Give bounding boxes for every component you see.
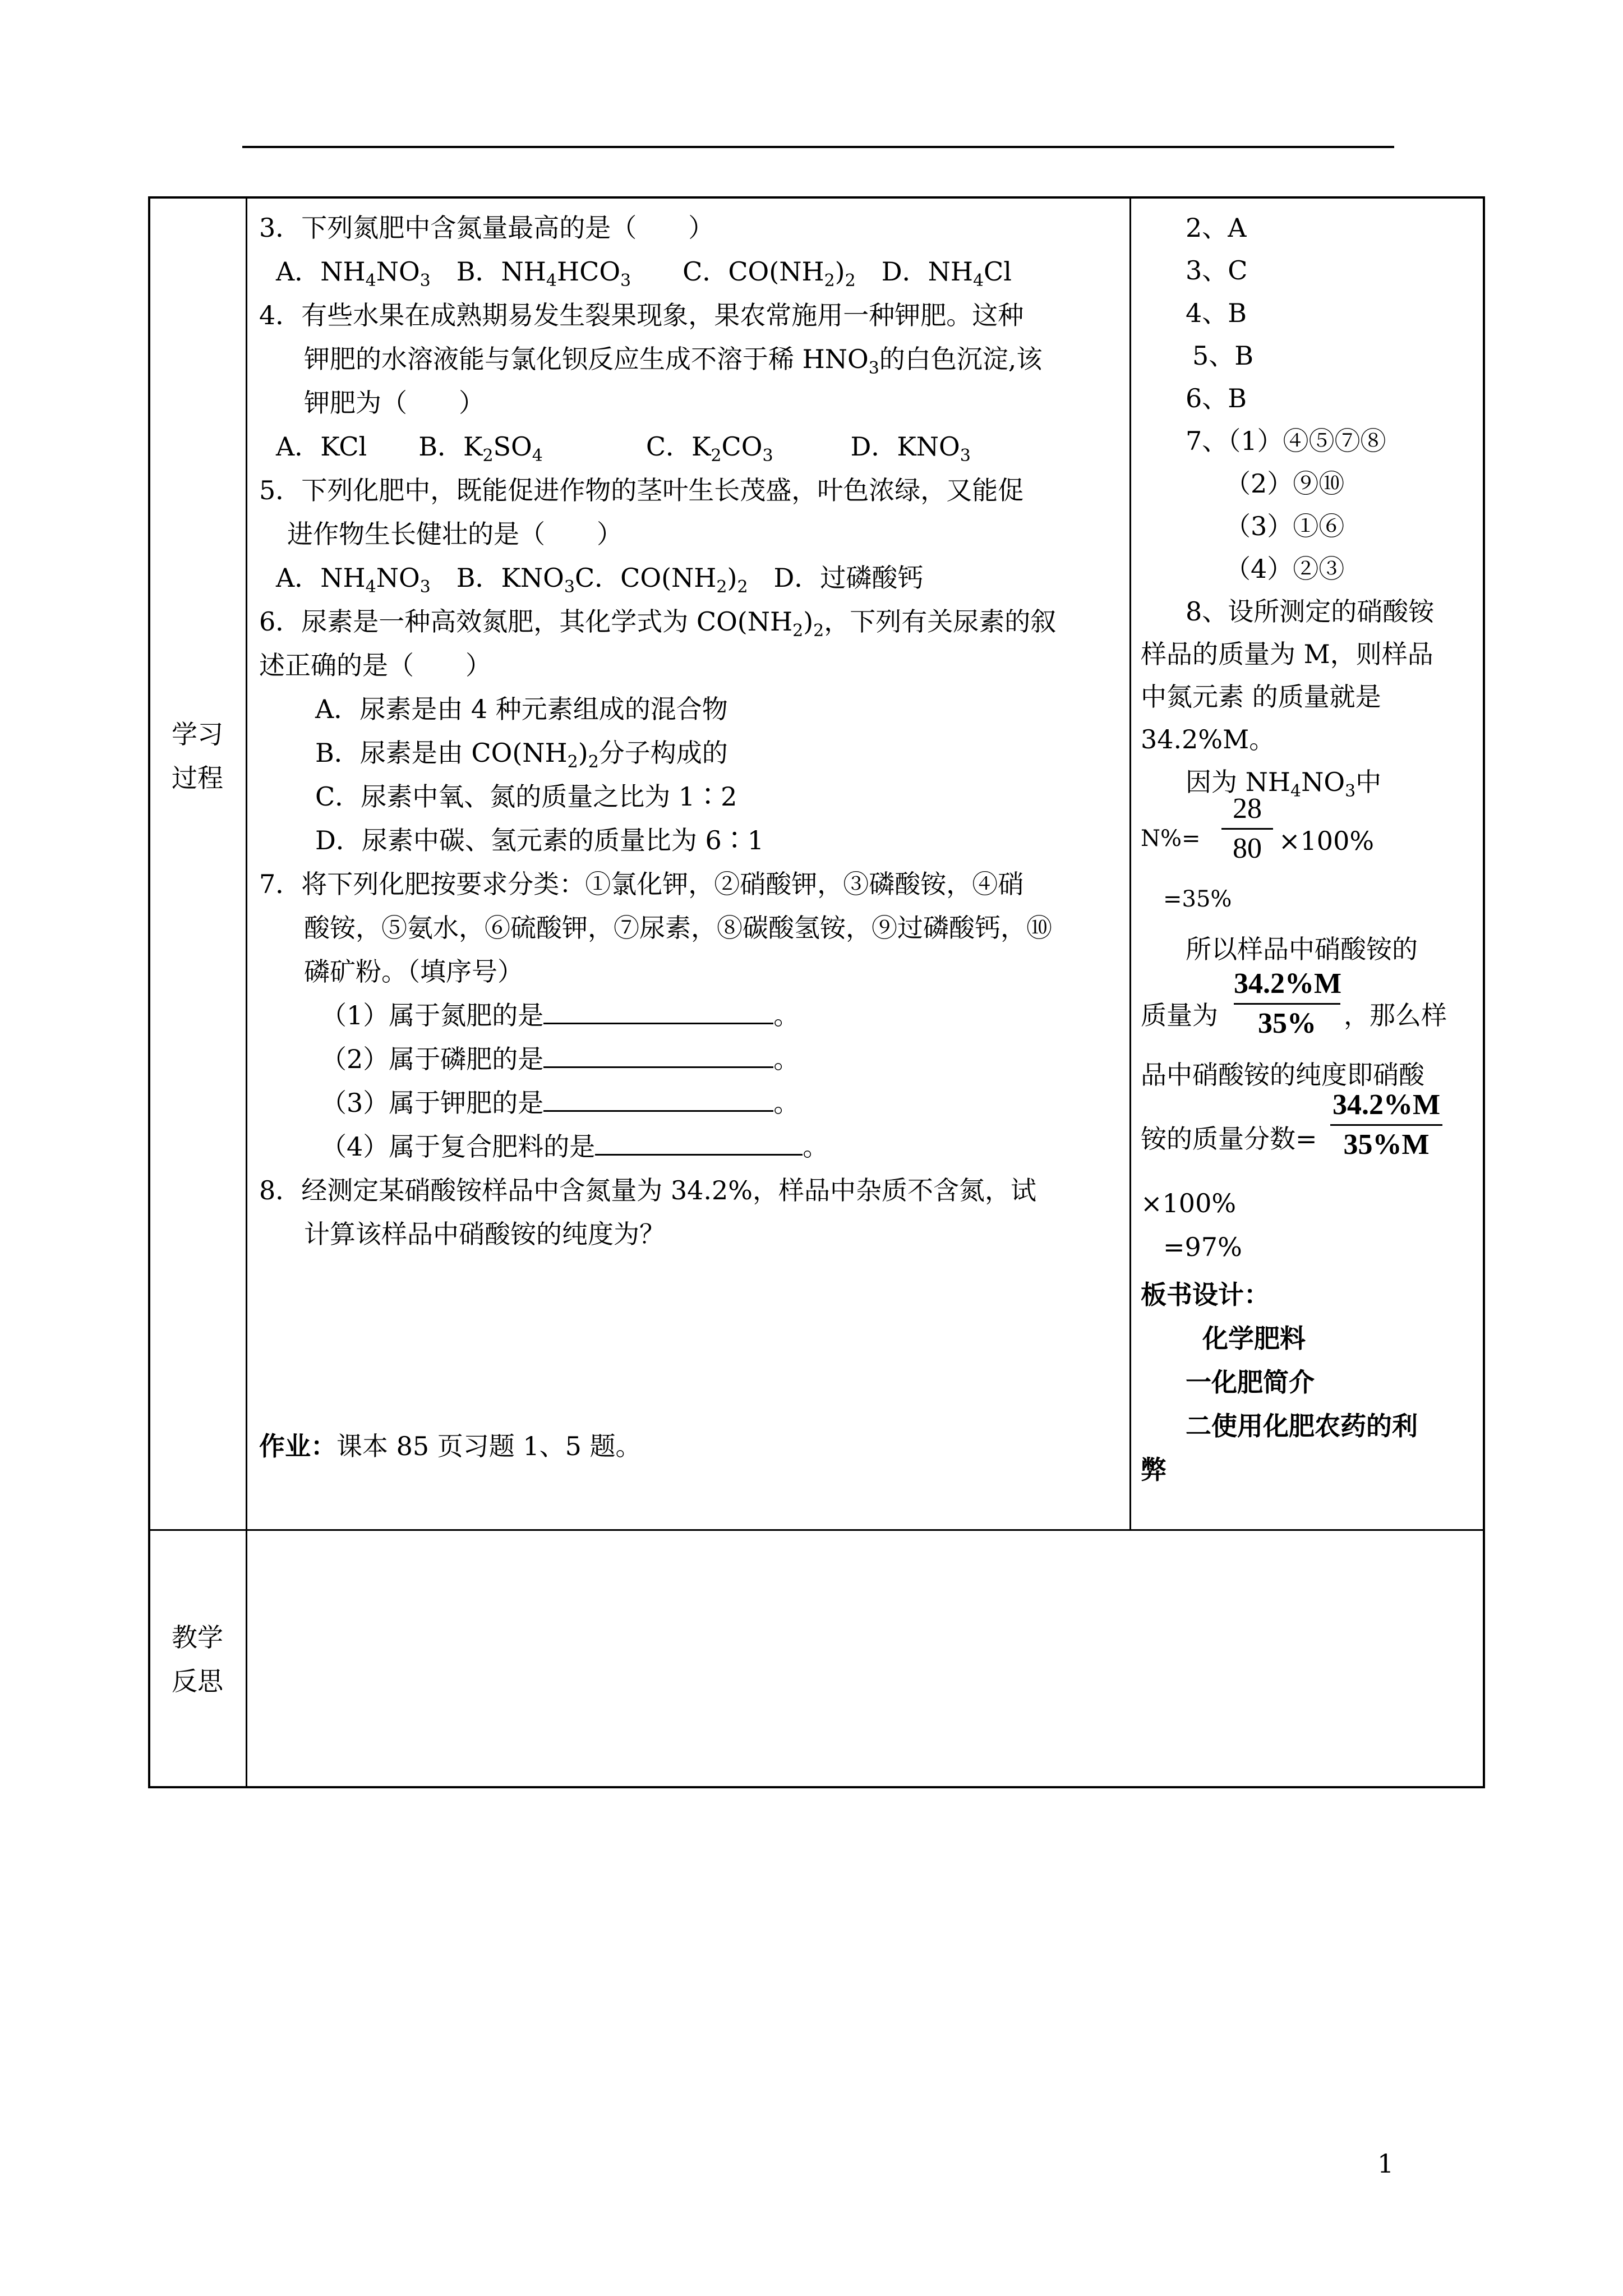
answer-8-mass-label: 质量为: [1141, 1000, 1218, 1030]
board-design-title: 板书设计：: [1141, 1280, 1270, 1310]
answer-7-4: （4）②③: [1225, 554, 1345, 584]
q7-line3: 磷矿粉。（填序号）: [304, 956, 523, 987]
answer-blank-2[interactable]: [543, 1044, 773, 1068]
answer-7-3: （3）①⑥: [1225, 511, 1345, 541]
answer-8-fraction-label: 铵的质量分数=: [1141, 1124, 1317, 1154]
answer-8-line8: 所以样品中硝酸铵的: [1186, 934, 1418, 964]
answer-8-line10: 品中硝酸铵的纯度即硝酸: [1141, 1060, 1424, 1090]
answer-8-line3: 中氮元素 的质量就是: [1141, 682, 1381, 712]
board-item-4: 弊: [1141, 1455, 1166, 1485]
q6-choice-c: C．尿素中氧、氮的质量之比为 1∶2: [315, 781, 737, 812]
answer-8-times100: ×100%: [1141, 1188, 1237, 1218]
answer-5: 5、B: [1192, 341, 1254, 371]
fraction-purity: 34.2%M 35%M: [1330, 1088, 1442, 1162]
answer-blank-4[interactable]: [595, 1131, 803, 1156]
q8-line1: 8．经测定某硝酸铵样品中含氮量为 34.2%，样品中杂质不含氮，试: [259, 1175, 1037, 1205]
q7-part2: （2）属于磷肥的是 。: [321, 1044, 800, 1074]
answer-8-line1: 8、设所测定的硝酸铵: [1186, 596, 1435, 627]
q7-part1: （1）属于氮肥的是 。: [321, 1000, 800, 1030]
q3-options: A．$NH_4NO_3$ B．$NH_4HCO_3$ C．$CO(NH_2)_2$ D．$NH_4Cl$: [276, 256, 1012, 291]
board-item-3: 二使用化肥农药的利: [1186, 1411, 1418, 1441]
answer-7-2: （2）⑨⑩: [1225, 468, 1345, 499]
board-item-1: 化学肥料: [1202, 1323, 1306, 1354]
row-divider: [149, 1529, 1484, 1531]
q6-choice-b: B．尿素是由 $CO(NH_2)_2$分子构成的: [315, 738, 728, 772]
q8-line2: 计算该样品中硝酸铵的纯度为？: [304, 1219, 665, 1249]
q5-options: A．$NH_4NO_3$ B．$KNO_3C$．$CO(NH_2)_2$ D．过磷酸钙: [276, 563, 924, 597]
q4-line1: 4．有些水果在成熟期易发生裂果现象，果农常施用一种钾肥。这种: [259, 300, 1024, 330]
answer-blank-3[interactable]: [543, 1088, 773, 1112]
answer-8-line2: 样品的质量为 M，则样品: [1141, 639, 1433, 669]
answer-3: 3、C: [1186, 255, 1248, 286]
q3-stem: 3．下列氮肥中含氮量最高的是（ ）: [259, 213, 714, 243]
column-divider-left: [246, 197, 247, 1787]
q5-line1: 5．下列化肥中，既能促进作物的茎叶生长茂盛，叶色浓绿，又能促: [259, 475, 1024, 505]
q6-line1: 6．尿素是一种高效氮肥，其化学式为 $CO(NH_2)_2$，下列有关尿素的叙: [259, 606, 1057, 641]
header-rule: [242, 146, 1394, 148]
times-100-percent: ×100%: [1279, 826, 1375, 856]
fraction-28-80: 28 80: [1221, 792, 1273, 866]
board-item-2: 一化肥简介: [1186, 1367, 1315, 1397]
q5-line2: 进作物生长健壮的是（ ）: [287, 519, 623, 549]
q4-options: A．KCl B．$K_2SO_4$ C．$K_2CO_3$ D．$KNO_3$: [276, 431, 971, 466]
label-teaching-reflection: 教学 反思: [172, 1622, 223, 1696]
answer-8-line5: 因为 $NH_4NO_3$中: [1186, 767, 1382, 801]
q7-part4: （4）属于复合肥料的是 。: [321, 1131, 829, 1162]
answer-8-line4: 34.2%M。: [1141, 724, 1275, 754]
q6-choice-a: A．尿素是由 4 种元素组成的混合物: [315, 694, 728, 724]
q7-line1: 7．将下列化肥按要求分类：①氯化钾，②硝酸钾，③磷酸铵，④硝: [259, 869, 1024, 899]
q6-choice-d: D．尿素中碳、氢元素的质量比为 6∶1: [315, 825, 764, 855]
homework: 作业：课本 85 页习题 1、5 题。: [259, 1431, 642, 1461]
answer-8-line9-end: ，那么样: [1344, 1000, 1447, 1030]
answer-2: 2、A: [1186, 213, 1247, 243]
fraction-mass: 34.2%M 35%: [1234, 968, 1342, 1039]
q6-line2: 述正确的是（ ）: [259, 650, 491, 680]
column-divider-right: [1129, 197, 1131, 1530]
label-learning-process: 学习 过程: [172, 719, 223, 793]
n-percent-label: N%=: [1141, 826, 1201, 852]
answer-6: 6、B: [1186, 383, 1247, 413]
answer-4: 4、B: [1186, 298, 1247, 328]
answer-8-result: =97%: [1163, 1232, 1242, 1262]
answer-blank-1[interactable]: [543, 1000, 773, 1024]
q4-line3: 钾肥为（ ）: [304, 388, 485, 418]
answer-7-1: 7、（1）④⑤⑦⑧: [1186, 426, 1386, 456]
q7-line2: 酸铵，⑤氨水，⑥硫酸钾，⑦尿素，⑧碳酸氢铵，⑨过磷酸钙，⑩: [304, 913, 1052, 943]
q4-line2: 钾肥的水溶液能与氯化钡反应生成不溶于稀 $HNO_3$的白色沉淀,该: [304, 344, 1043, 378]
page-number: 1: [1377, 2148, 1394, 2179]
q7-part3: （3）属于钾肥的是 。: [321, 1088, 800, 1118]
equals-35: =35%: [1163, 886, 1232, 912]
